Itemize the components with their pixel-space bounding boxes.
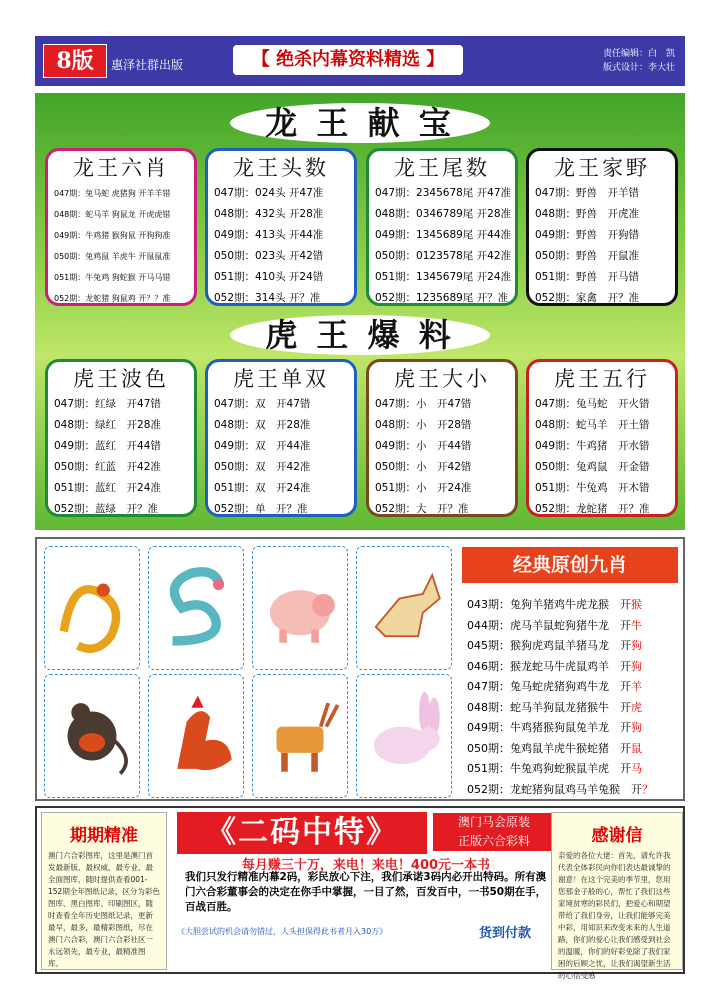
- left-info-text: 澳门六合彩图库，这里是澳门首发最新版、最权威、最专业、最全面图库，随时提供查看001-152期全年图纸记录，区分为彩色图库、黑白图库、印刷图区，随时查看全年历史图纸记录，更新最早，最多，最精彩图纸，尽在澳门六合彩，澳门六合彩社区一永远领先，最专业，最精准图库。: [48, 851, 160, 968]
- boxes_top-box-2: [366, 148, 518, 306]
- box-row: 048期：0346789尾 开28准: [375, 208, 512, 220]
- tiger-section-title: 虎 王 爆 料: [230, 315, 490, 355]
- rat-tile: [44, 674, 140, 798]
- box-title: 虎王单双: [233, 367, 329, 391]
- left-info-box: [41, 812, 167, 970]
- boxes_bottom-box-1: [205, 359, 357, 517]
- publisher-label: 惠泽社群出版: [111, 58, 184, 72]
- box-row: 052期：蓝绿 开？准: [54, 503, 159, 515]
- designer-label: 版式设计：李大壮: [603, 63, 676, 73]
- box-row: 049期：双 开44准: [214, 440, 311, 452]
- box-row: 047期：024头 开47准: [214, 187, 324, 199]
- box-row: 047期：兔马蛇 开火错: [535, 398, 650, 410]
- boxes_top-box-0: [45, 148, 197, 306]
- goat-icon: [253, 675, 347, 797]
- left-info-title: 期期精准: [70, 826, 138, 846]
- box-row: 052期：龙蛇猪 狗鼠鸡 开？？准: [54, 294, 171, 303]
- nine-zodiac-row-result: 鼠: [631, 741, 642, 755]
- dog-tile: [356, 546, 452, 670]
- box-title: 虎王大小: [394, 367, 490, 391]
- box-row: 048期：野兽 开虎准: [535, 208, 640, 220]
- box-title: 龙王六肖: [73, 156, 169, 180]
- box-title: 龙王家野: [554, 156, 650, 180]
- box-row: 051期：蓝红 开24准: [54, 482, 161, 494]
- rooster-tile: [148, 674, 244, 798]
- box-row: 051期：双 开24准: [214, 482, 311, 494]
- nine-zodiac-row-result: 狗: [631, 659, 642, 673]
- nine-zodiac-row-result: 狗: [631, 721, 642, 734]
- pig-icon: [253, 547, 347, 669]
- box-row: 052期：1235689尾 开？准: [375, 292, 509, 304]
- box-row: 051期：野兽 开马错: [535, 271, 640, 283]
- pig-tile: [252, 546, 348, 670]
- editor-label: 责任编辑：白 凯: [603, 49, 676, 59]
- thanks-letter-text: 亲爱的各位大佬：首先，请允许我代表全体彩民向你们表达最诚挚的谢意！在这个完美的季节里，您用您那金子般的心，帮忙了我们这些家境贫寒的彩民们，把爱心和期望带给了我们身旁，让我们能够完美中彩，用知识来改变未来的人生道路，你们的爱心让我们感受到社会的温暖，你们的好彩免除了我们家困的后顾之忧，让我们渴望新生活的心信受感: [558, 851, 671, 980]
- nine-zodiac-list: [467, 595, 683, 800]
- rat-icon: [45, 675, 139, 797]
- box-row: 050期：红蓝 开42准: [54, 461, 161, 473]
- income-slogan: 每月赚三十万，来电！来电！400元一本书: [241, 858, 491, 873]
- box-row: 049期：野兽 开狗错: [535, 229, 640, 241]
- box-row: 047期：兔马蛇 虎猪狗 开羊羊错: [54, 189, 171, 198]
- box-row: 051期：小 开24准: [375, 482, 472, 494]
- thanks-letter-box: [551, 812, 683, 980]
- code-side-label: [433, 813, 555, 851]
- box-row: 049期：蓝红 开44错: [54, 440, 161, 452]
- nine-zodiac-row-text: 051期：牛兔鸡狗蛇猴鼠羊虎 开: [467, 762, 631, 775]
- box-row: 052期：大 开？准: [375, 503, 469, 515]
- nine-zodiac-row: [467, 595, 683, 616]
- warning-text: 《大胆尝试的机会请勿错过，人头担保得此书者月入30万》: [177, 927, 388, 936]
- nine-zodiac-row-text: 048期：蛇马羊狗鼠龙猪猴牛 开: [467, 700, 631, 714]
- box-row: 048期：小 开28错: [375, 419, 472, 431]
- page-banner-title: 【 绝杀内幕资料精选 】: [233, 45, 463, 75]
- box-row: 048期：432头 开28准: [214, 208, 324, 220]
- nine-zodiac-row-text: 044期：虎马羊鼠蛇狗猪牛龙 开: [467, 618, 631, 632]
- nine-zodiac-row-result: 羊: [631, 680, 642, 693]
- nine-zodiac-row: [467, 759, 683, 780]
- box-row: 048期：绿红 开28准: [54, 419, 161, 431]
- nine-zodiac-row: [467, 739, 683, 760]
- box-row: 050期：小 开42错: [375, 461, 472, 473]
- nine-zodiac-row-text: 046期：猴龙蛇马牛虎鼠鸡羊 开: [467, 659, 631, 673]
- box-row: 049期：小 开44错: [375, 440, 472, 452]
- nine-zodiac-row: [467, 698, 683, 719]
- editor-credits: [603, 47, 675, 75]
- box-row: 052期：家禽 开？准: [535, 292, 640, 304]
- nine-zodiac-row: [467, 636, 683, 657]
- box-row: 051期：1345679尾 开24准: [375, 271, 512, 283]
- box-title: 虎王五行: [554, 367, 650, 391]
- dragon-icon: [45, 547, 139, 669]
- nine-zodiac-row-result: 马: [631, 762, 642, 775]
- nine-zodiac-row-text: 050期：兔鸡鼠羊虎牛猴蛇猪 开: [467, 741, 631, 755]
- box-row: 047期：小 开47错: [375, 398, 472, 410]
- cash-on-delivery: 货到付款: [479, 926, 532, 941]
- box-row: 048期：蛇马羊 狗鼠龙 开虎虎错: [54, 210, 171, 219]
- box-row: 051期：牛兔鸡 开木错: [535, 482, 650, 494]
- dragon-tile: [44, 546, 140, 670]
- nine-zodiac-row-result: 牛: [631, 618, 642, 632]
- nine-zodiac-title: 经典原创九肖: [462, 547, 678, 583]
- box-title: 龙王尾数: [394, 156, 490, 180]
- nine-zodiac-row: [467, 657, 683, 678]
- box-row: 050期：兔鸡鼠 开金错: [535, 461, 650, 473]
- snake-tile: [148, 546, 244, 670]
- promise-text: 我们只发行精准内幕2码，彩民放心下注，我们承诺3码内必开出特码。所有澳门六合彩董事会的决定在你手中掌握，一目了然，百发百中，一书50期在手，百战百胜。: [185, 871, 547, 913]
- nine-zodiac-row: [467, 718, 683, 739]
- box-row: 051期：牛兔鸡 狗蛇猴 开马马错: [54, 273, 171, 282]
- box-title: 虎王波色: [73, 367, 169, 391]
- nine-zodiac-row: [467, 616, 683, 637]
- boxes_top-box-3: [526, 148, 678, 306]
- code-side-line-1: 澳门马会原装: [457, 815, 530, 829]
- box-row: 050期：兔鸡鼠 羊虎牛 开鼠鼠准: [54, 252, 171, 261]
- box-row: 047期：红绿 开47错: [54, 398, 161, 410]
- nine-zodiac-row-result: 虎: [631, 700, 642, 714]
- thanks-letter-title: 感谢信: [591, 826, 643, 846]
- box-title: 龙王头数: [233, 156, 329, 180]
- box-row: 052期：314头 开？准: [214, 292, 321, 304]
- nine-zodiac-row: [467, 780, 683, 801]
- boxes_bottom-box-2: [366, 359, 518, 517]
- rabbit-tile: [356, 674, 452, 798]
- dragon-section-title: 龙 王 献 宝: [230, 103, 490, 143]
- dog-icon: [357, 547, 451, 669]
- boxes_bottom-box-0: [45, 359, 197, 517]
- box-row: 050期：野兽 开鼠准: [535, 250, 640, 262]
- nine-zodiac-row-text: 047期：兔马蛇虎猪狗鸡牛龙 开: [467, 680, 631, 693]
- nine-zodiac-row-result: 狗: [631, 639, 642, 652]
- page-header: [35, 36, 685, 86]
- goat-tile: [252, 674, 348, 798]
- box-row: 050期：023头 开42错: [214, 250, 324, 262]
- box-row: 048期：蛇马羊 开土错: [535, 419, 650, 431]
- rabbit-icon: [357, 675, 451, 797]
- nine-zodiac-row-text: 043期：兔狗羊猪鸡牛虎龙猴 开: [467, 598, 631, 611]
- box-row: 047期：2345678尾 开47准: [375, 187, 512, 199]
- code-title: 《二码中特》: [177, 812, 427, 854]
- nine-zodiac-row-text: 045期：猴狗虎鸡鼠羊猪马龙 开: [467, 639, 631, 652]
- edition-badge: 8版: [43, 44, 107, 78]
- box-row: 049期：413头 开44准: [214, 229, 324, 241]
- box-row: 048期：双 开28准: [214, 419, 311, 431]
- footer-panel: [35, 806, 685, 980]
- nine-zodiac-row-text: 049期：牛鸡猪猴狗鼠兔羊龙 开: [467, 721, 631, 734]
- code-side-line-2: 正版六合彩料: [457, 834, 530, 848]
- boxes_top-box-1: [205, 148, 357, 306]
- boxes_bottom-box-3: [526, 359, 678, 517]
- box-row: 052期：单 开？准: [214, 503, 308, 515]
- box-row: 047期：双 开47错: [214, 398, 311, 410]
- nine-zodiac-row-result: 猴: [631, 598, 642, 611]
- box-row: 050期：双 开42准: [214, 461, 311, 473]
- box-row: 051期：410头 开24错: [214, 271, 324, 283]
- rooster-icon: [149, 675, 243, 797]
- box-row: 049期：牛鸡猪 猴狗鼠 开狗狗准: [54, 231, 171, 240]
- zodiac-panel: [35, 537, 685, 801]
- box-row: 050期：0123578尾 开42准: [375, 250, 512, 262]
- nine-zodiac-row: [467, 677, 683, 698]
- box-row: 049期：牛鸡猪 开水错: [535, 440, 650, 452]
- snake-icon: [149, 547, 243, 669]
- nine-zodiac-row-result: ？: [642, 782, 653, 796]
- prediction-panel: [35, 93, 685, 530]
- box-row: 052期：龙蛇猪 开？准: [535, 503, 650, 515]
- box-row: 049期：1345689尾 开44准: [375, 229, 512, 241]
- box-row: 047期：野兽 开羊错: [535, 187, 640, 199]
- nine-zodiac-row-text: 052期：龙蛇猪狗鼠鸡马羊兔猴 开: [467, 782, 642, 796]
